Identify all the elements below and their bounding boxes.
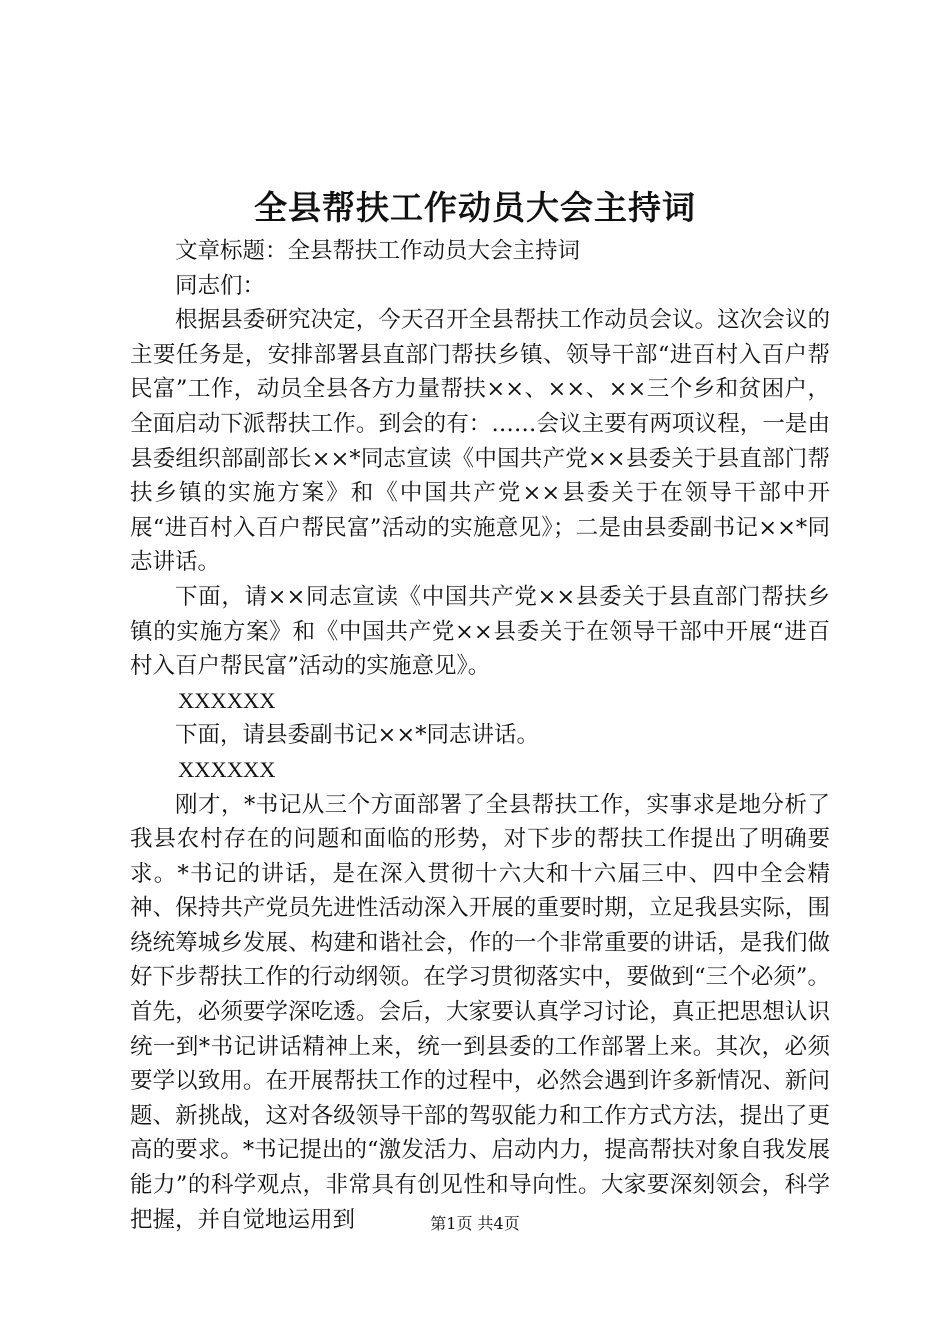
page-number-footer: 第1页 共4页 [430,1214,520,1233]
opening-paragraph: 根据县委研究决定，今天召开全县帮扶工作动员会议。这次会议的主要任务是，安排部署县直部门帮扶乡镇、领导干部“进百村入百户帮民富”工作，动员全县各方力量帮扶××、××、××三个乡和贫困户，全面启动下派帮扶工作。到会的有：……会议主要有两项议程，一是由县委组织部副部长××*同志宣读《中国共产党××县委关于县直部门帮扶乡镇的实施方案》和《中国共产党××县委关于在领导干部中开展“进百村入百户帮民富”活动的实施意见》；二是由县委副书记××*同志讲话。 [130,307,830,576]
summary-paragraph: 刚才，*书记从三个方面部署了全县帮扶工作，实事求是地分析了我县农村存在的问题和面临的形势，对下步的帮扶工作提出了明确要求。*书记的讲话，是在深入贯彻十六大和十六届三中、四中全会精神、保持共产党员先进性活动深入开展的重要时期，立足我县实际，围绕统筹城乡发展、构建和谐社会，作的一个非常重要的讲话，是我们做好下步帮扶工作的行动纲领。在学习贯彻落实中，要做到“三个必须”。首先，必须要学深吃透。会后，大家要认真学习讨论，真正把思想认识统一到*书记讲话精神上来，统一到县委的工作部署上来。其次，必须要学以致用。在开展帮扶工作的过程中，必然会遇到许多新情况、新问题、新挑战，这对各级领导干部的驾驭能力和工作方式方法，提出了更高的要求。*书记提出的“激发活力、启动内力，提高帮扶对象自我发展能力”的科学观点，非常具有创见性和导向性。大家要深刻领会，科学把握，并自觉地运用到 [130,791,830,1233]
speech-announcement: 下面，请县委副书记××*同志讲话。 [175,722,539,749]
document-title: 全县帮扶工作动员大会主持词 [254,188,696,227]
document-body [130,234,830,1237]
reading-announcement: 下面，请××同志宣读《中国共产党××县委关于县直部门帮扶乡镇的实施方案》和《中国共产党××县委关于在领导干部中开展“进百村入百户帮民富”活动的实施意见》。 [130,583,830,680]
placeholder-line-2: XXXXXX [178,756,276,782]
placeholder-line-1: XXXXXX [178,687,276,713]
salutation: 同志们： [175,272,266,299]
article-title-line: 文章标题：全县帮扶工作动员大会主持词 [175,238,581,264]
